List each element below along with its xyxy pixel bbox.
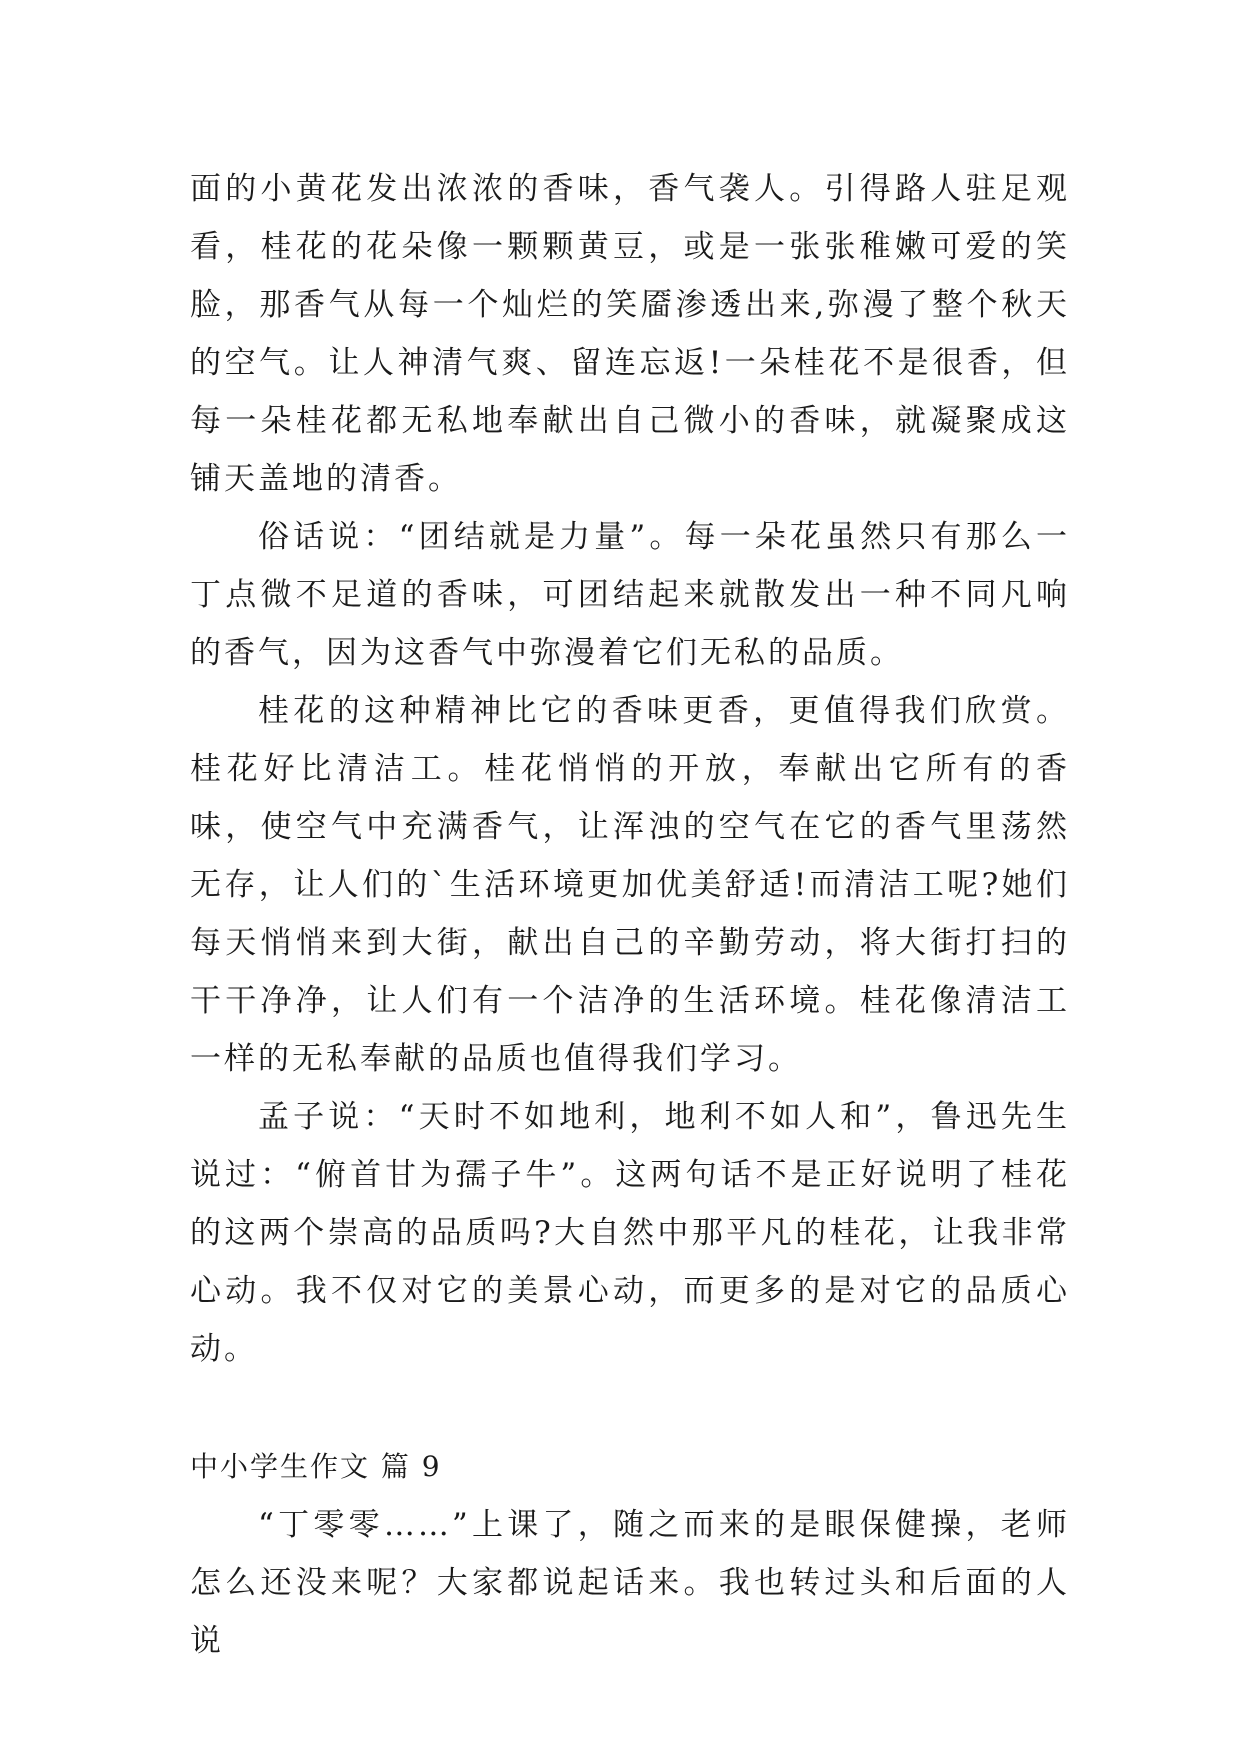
paragraph-mencius: 孟子说：“天时不如地利，地利不如人和”，鲁迅先生说过：“俯首甘为孺子牛”。这两句话不是正好说明了桂花的这两个崇高的品质吗?大自然中那平凡的桂花，让我非常心动。我不仅对它的美景心动，而更多的是对它的品质心动。 xyxy=(190,1099,1070,1367)
paragraph-essay-9-start: “丁零零……”上课了，随之而来的是眼保健操，老师怎么还没来呢？大家都说起话来。我也转过头和后面的人说 xyxy=(190,1507,1070,1659)
paragraph-continuation: 面的小黄花发出浓浓的香味，香气袭人。引得路人驻足观看，桂花的花朵像一颗颗黄豆，或是一张张稚嫩可爱的笑脸，那香气从每一个灿烂的笑靥渗透出来,弥漫了整个秋天的空气。让人神清气爽、留连忘返!一朵桂花不是很香，但每一朵桂花都无私地奉献出自己微小的香味，就凝聚成这铺天盖地的清香。 xyxy=(190,171,1070,497)
section-title: 中小学生作文 篇 9 xyxy=(190,1450,442,1483)
document-body xyxy=(190,160,1070,1670)
paragraph-cleaner: 桂花的这种精神比它的香味更香，更值得我们欣赏。桂花好比清洁工。桂花悄悄的开放，奉献出它所有的香味，使空气中充满香气，让浑浊的空气在它的香气里荡然无存，让人们的`生活环境更加优美舒适!而清洁工呢?她们每天悄悄来到大街，献出自己的辛勤劳动，将大街打扫的干干净净，让人们有一个洁净的生活环境。桂花像清洁工一样的无私奉献的品质也值得我们学习。 xyxy=(190,693,1070,1077)
paragraph-proverb: 俗话说：“团结就是力量”。每一朵花虽然只有那么一丁点微不足道的香味，可团结起来就散发出一种不同凡响的香气，因为这香气中弥漫着它们无私的品质。 xyxy=(190,519,1070,671)
